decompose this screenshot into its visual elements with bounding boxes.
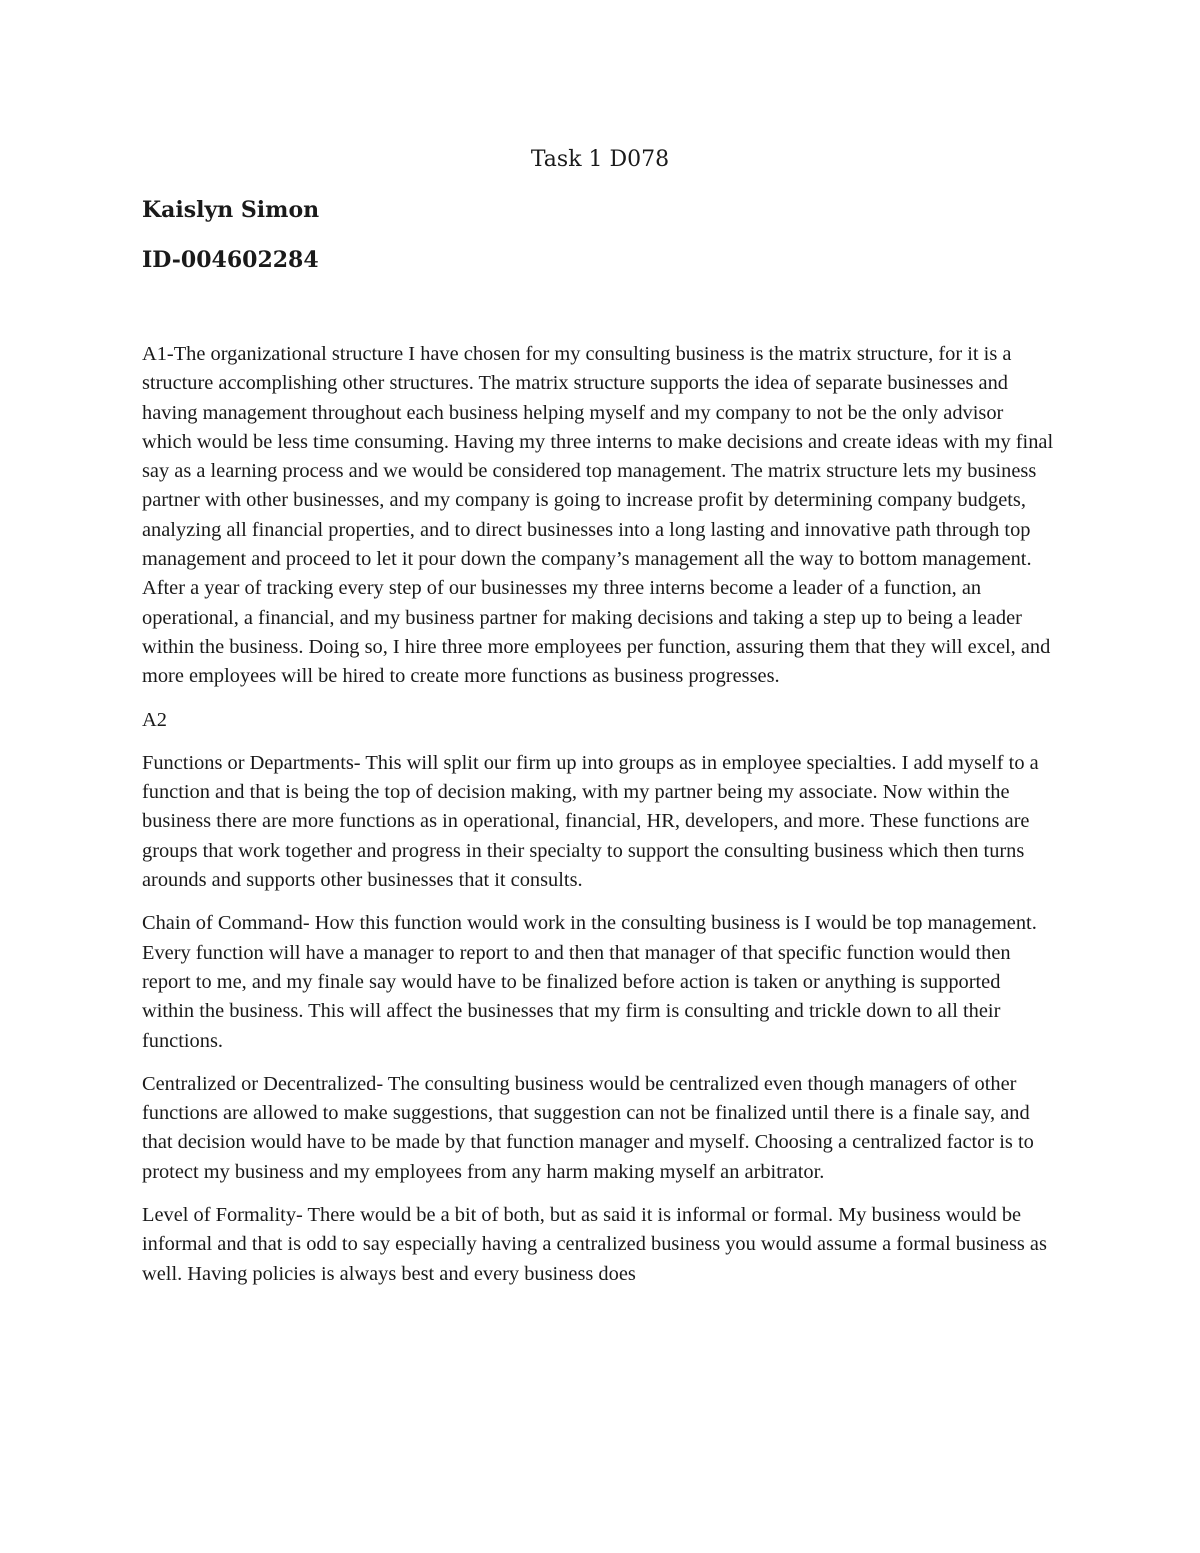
document-body	[142, 340, 1057, 1303]
student-id: ID-004602284	[142, 247, 319, 273]
paragraph-chain-of-command: Chain of Command- How this function would work in the consulting business is I would be top management. Every function will have a manager to report to and then that manager of that specific function would then report to me, and my finale say would have to be finalized before action is taken or anything is supported within the business. This will affect the businesses that my firm is consulting and trickle down to all their functions.	[142, 912, 1037, 1052]
paragraph-a1: A1-The organizational structure I have chosen for my consulting business is the matrix structure, for it is a structure accomplishing other structures. The matrix structure supports the idea of separate businesses and having management throughout each business helping myself and my company to not be the only advisor which would be less time consuming. Having my three interns to make decisions and create ideas with my final say as a learning process and we would be considered top management. The matrix structure lets my business partner with other businesses, and my company is going to increase profit by determining company budgets, analyzing all financial properties, and to direct businesses into a long lasting and innovative path through top management and proceed to let it pour down the company’s management all the way to bottom management. After a year of tracking every step of our businesses my three interns become a leader of a function, an operational, a financial, and my business partner for making decisions and taking a step up to being a leader within the business. Doing so, I hire three more employees per function, assuring them that they will excel, and more employees will be hired to create more functions as business progresses.	[142, 343, 1054, 688]
paragraph-formality: Level of Formality- There would be a bit of both, but as said it is informal or formal. My business would be informal and that is odd to say especially having a centralized business you would assume a formal business as well. Having policies is always best and every business does	[142, 1204, 1047, 1285]
paragraph-centralized: Centralized or Decentralized- The consulting business would be centralized even though managers of other functions are allowed to make suggestions, that suggestion can not be finalized until there is a finale say, and that decision would have to be made by that function manager and myself. Choosing a centralized factor is to protect my business and my employees from any harm making myself an arbitrator.	[142, 1072, 1034, 1183]
document-title: Task 1 D078	[530, 147, 670, 172]
section-heading-a2: A2	[142, 708, 167, 731]
author-name: Kaislyn Simon	[142, 197, 320, 223]
paragraph-functions: Functions or Departments- This will split our firm up into groups as in employee specialties. I add myself to a function and that is being the top of decision making, with my partner being my associate. Now within the business there are more functions as in operational, financial, HR, developers, and more. These functions are groups that work together and progress in their specialty to support the consulting business which then turns arounds and supports other businesses that it consults.	[142, 751, 1039, 892]
